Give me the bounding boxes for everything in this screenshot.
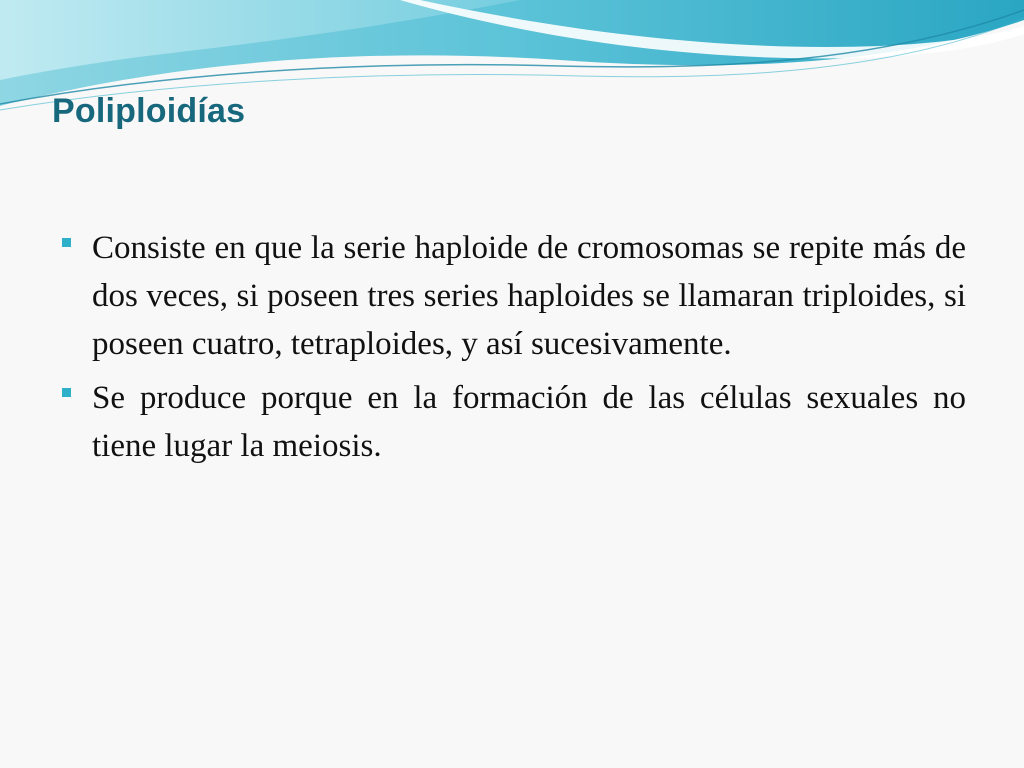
slide-title: Poliploidías xyxy=(52,92,246,130)
bullet-list xyxy=(62,224,966,476)
square-bullet-icon xyxy=(62,388,71,397)
bullet-text: Se produce porque en la formación de las células sexuales no tiene lugar la meiosis. xyxy=(92,380,966,464)
bullet-item xyxy=(62,374,966,470)
bullet-item xyxy=(62,224,966,368)
square-bullet-icon xyxy=(62,238,71,247)
bullet-text: Consiste en que la serie haploide de cromosomas se repite más de dos veces, si poseen tres series haploides se llamaran triploides, si poseen cuatro, tetraploides, y así sucesivamente. xyxy=(92,230,966,362)
